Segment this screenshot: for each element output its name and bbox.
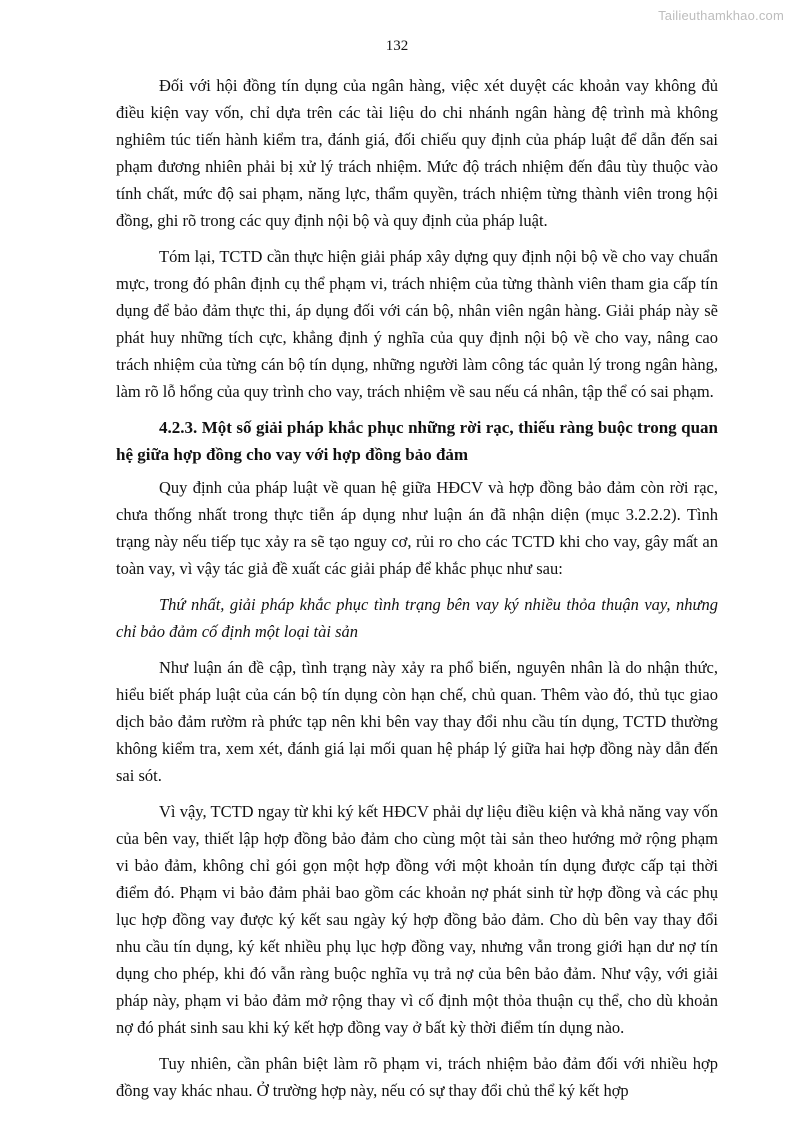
paragraph-first-solution-title: Thứ nhất, giải pháp khắc phục tình trạng bên vay ký nhiều thỏa thuận vay, nhưng chỉ bảo đảm cố định một loại tài sản [116, 595, 718, 641]
document-body [116, 72, 718, 1113]
paragraph-distinguish: Tuy nhiên, cần phân biệt làm rõ phạm vi, trách nhiệm bảo đảm đối với nhiều hợp đồng vay khác nhau. Ở trường hợp này, nếu có sự thay đổi chủ thể ký kết hợp [116, 1054, 718, 1100]
paragraph-remedy: Vì vậy, TCTD ngay từ khi ký kết HĐCV phải dự liệu điều kiện và khả năng vay vốn của bên vay, thiết lập hợp đồng bảo đảm cho cùng một tài sản theo hướng mở rộng phạm vi bảo đảm, không chỉ gói gọn một hợp đồng với một khoản tín dụng được cấp tại thời điểm đó. Phạm vi bảo đảm phải bao gồm các khoản nợ phát sinh từ hợp đồng và các phụ lục hợp đồng vay được ký kết sau ngày ký hợp đồng bảo đảm. Cho dù bên vay thay đổi nhu cầu tín dụng, ký kết nhiều phụ lục hợp đồng vay, nhưng vẫn trong giới hạn dư nợ tín dụng cho phép, khi đó vẫn ràng buộc nghĩa vụ trả nợ của bên bảo đảm. Như vậy, với giải pháp này, phạm vi bảo đảm mở rộng thay vì cố định một thỏa thuận cụ thể, cho dù khoản nợ đó phát sinh sau khi ký kết hợp đồng vay ở bất kỳ thời điểm tín dụng nào. [116, 802, 718, 1037]
watermark-text: Tailieuthamkhao.com [658, 8, 784, 23]
section-heading: 4.2.3. Một số giải pháp khắc phục những rời rạc, thiếu ràng buộc trong quan hệ giữa hợp đồng cho vay với hợp đồng bảo đảm [116, 418, 718, 464]
page-number: 132 [385, 38, 409, 54]
paragraph-legal-relation: Quy định của pháp luật về quan hệ giữa HĐCV và hợp đồng bảo đảm còn rời rạc, chưa thống nhất trong thực tiễn áp dụng như luận án đã nhận diện (mục 3.2.2.2). Tình trạng này nếu tiếp tục xảy ra sẽ tạo nguy cơ, rủi ro cho các TCTD khi cho vay, gây mất an toàn vay, vì vậy tác giả đề xuất các giải pháp để khắc phục như sau: [116, 478, 718, 578]
paragraph-credit-council: Đối với hội đồng tín dụng của ngân hàng, việc xét duyệt các khoản vay không đủ điều kiện vay vốn, chỉ dựa trên các tài liệu do chi nhánh ngân hàng đệ trình mà không nghiêm túc tiến hành kiểm tra, đánh giá, đối chiếu quy định của pháp luật để dẫn đến sai phạm đương nhiên phải bị xử lý trách nhiệm. Mức độ trách nhiệm đến đâu tùy thuộc vào tính chất, mức độ sai phạm, năng lực, thẩm quyền, trách nhiệm từng thành viên trong hội đồng, ghi rõ trong các quy định nội bộ và quy định của pháp luật. [116, 76, 718, 230]
paragraph-summary: Tóm lại, TCTD cần thực hiện giải pháp xây dựng quy định nội bộ về cho vay chuẩn mực, trong đó phân định cụ thể phạm vi, trách nhiệm của từng thành viên tham gia cấp tín dụng để bảo đảm thực thi, áp dụng đối với cán bộ, nhân viên ngân hàng. Giải pháp này sẽ phát huy những tích cực, khẳng định ý nghĩa của quy định nội bộ về cho vay, nâng cao trách nhiệm của từng cán bộ tín dụng, những người làm công tác quản lý trong ngân hàng, làm rõ lỗ hổng của quy trình cho vay, trách nhiệm về sau nếu cá nhân, tập thể có sai phạm. [116, 247, 718, 401]
paragraph-cause: Như luận án đề cập, tình trạng này xảy ra phổ biến, nguyên nhân là do nhận thức, hiểu biết pháp luật của cán bộ tín dụng còn hạn chế, chủ quan. Thêm vào đó, thủ tục giao dịch bảo đảm rườm rà phức tạp nên khi bên vay thay đổi nhu cầu tín dụng, TCTD thường không kiểm tra, xem xét, đánh giá lại mối quan hệ pháp lý giữa hai hợp đồng này dẫn đến sai sót. [116, 658, 718, 785]
